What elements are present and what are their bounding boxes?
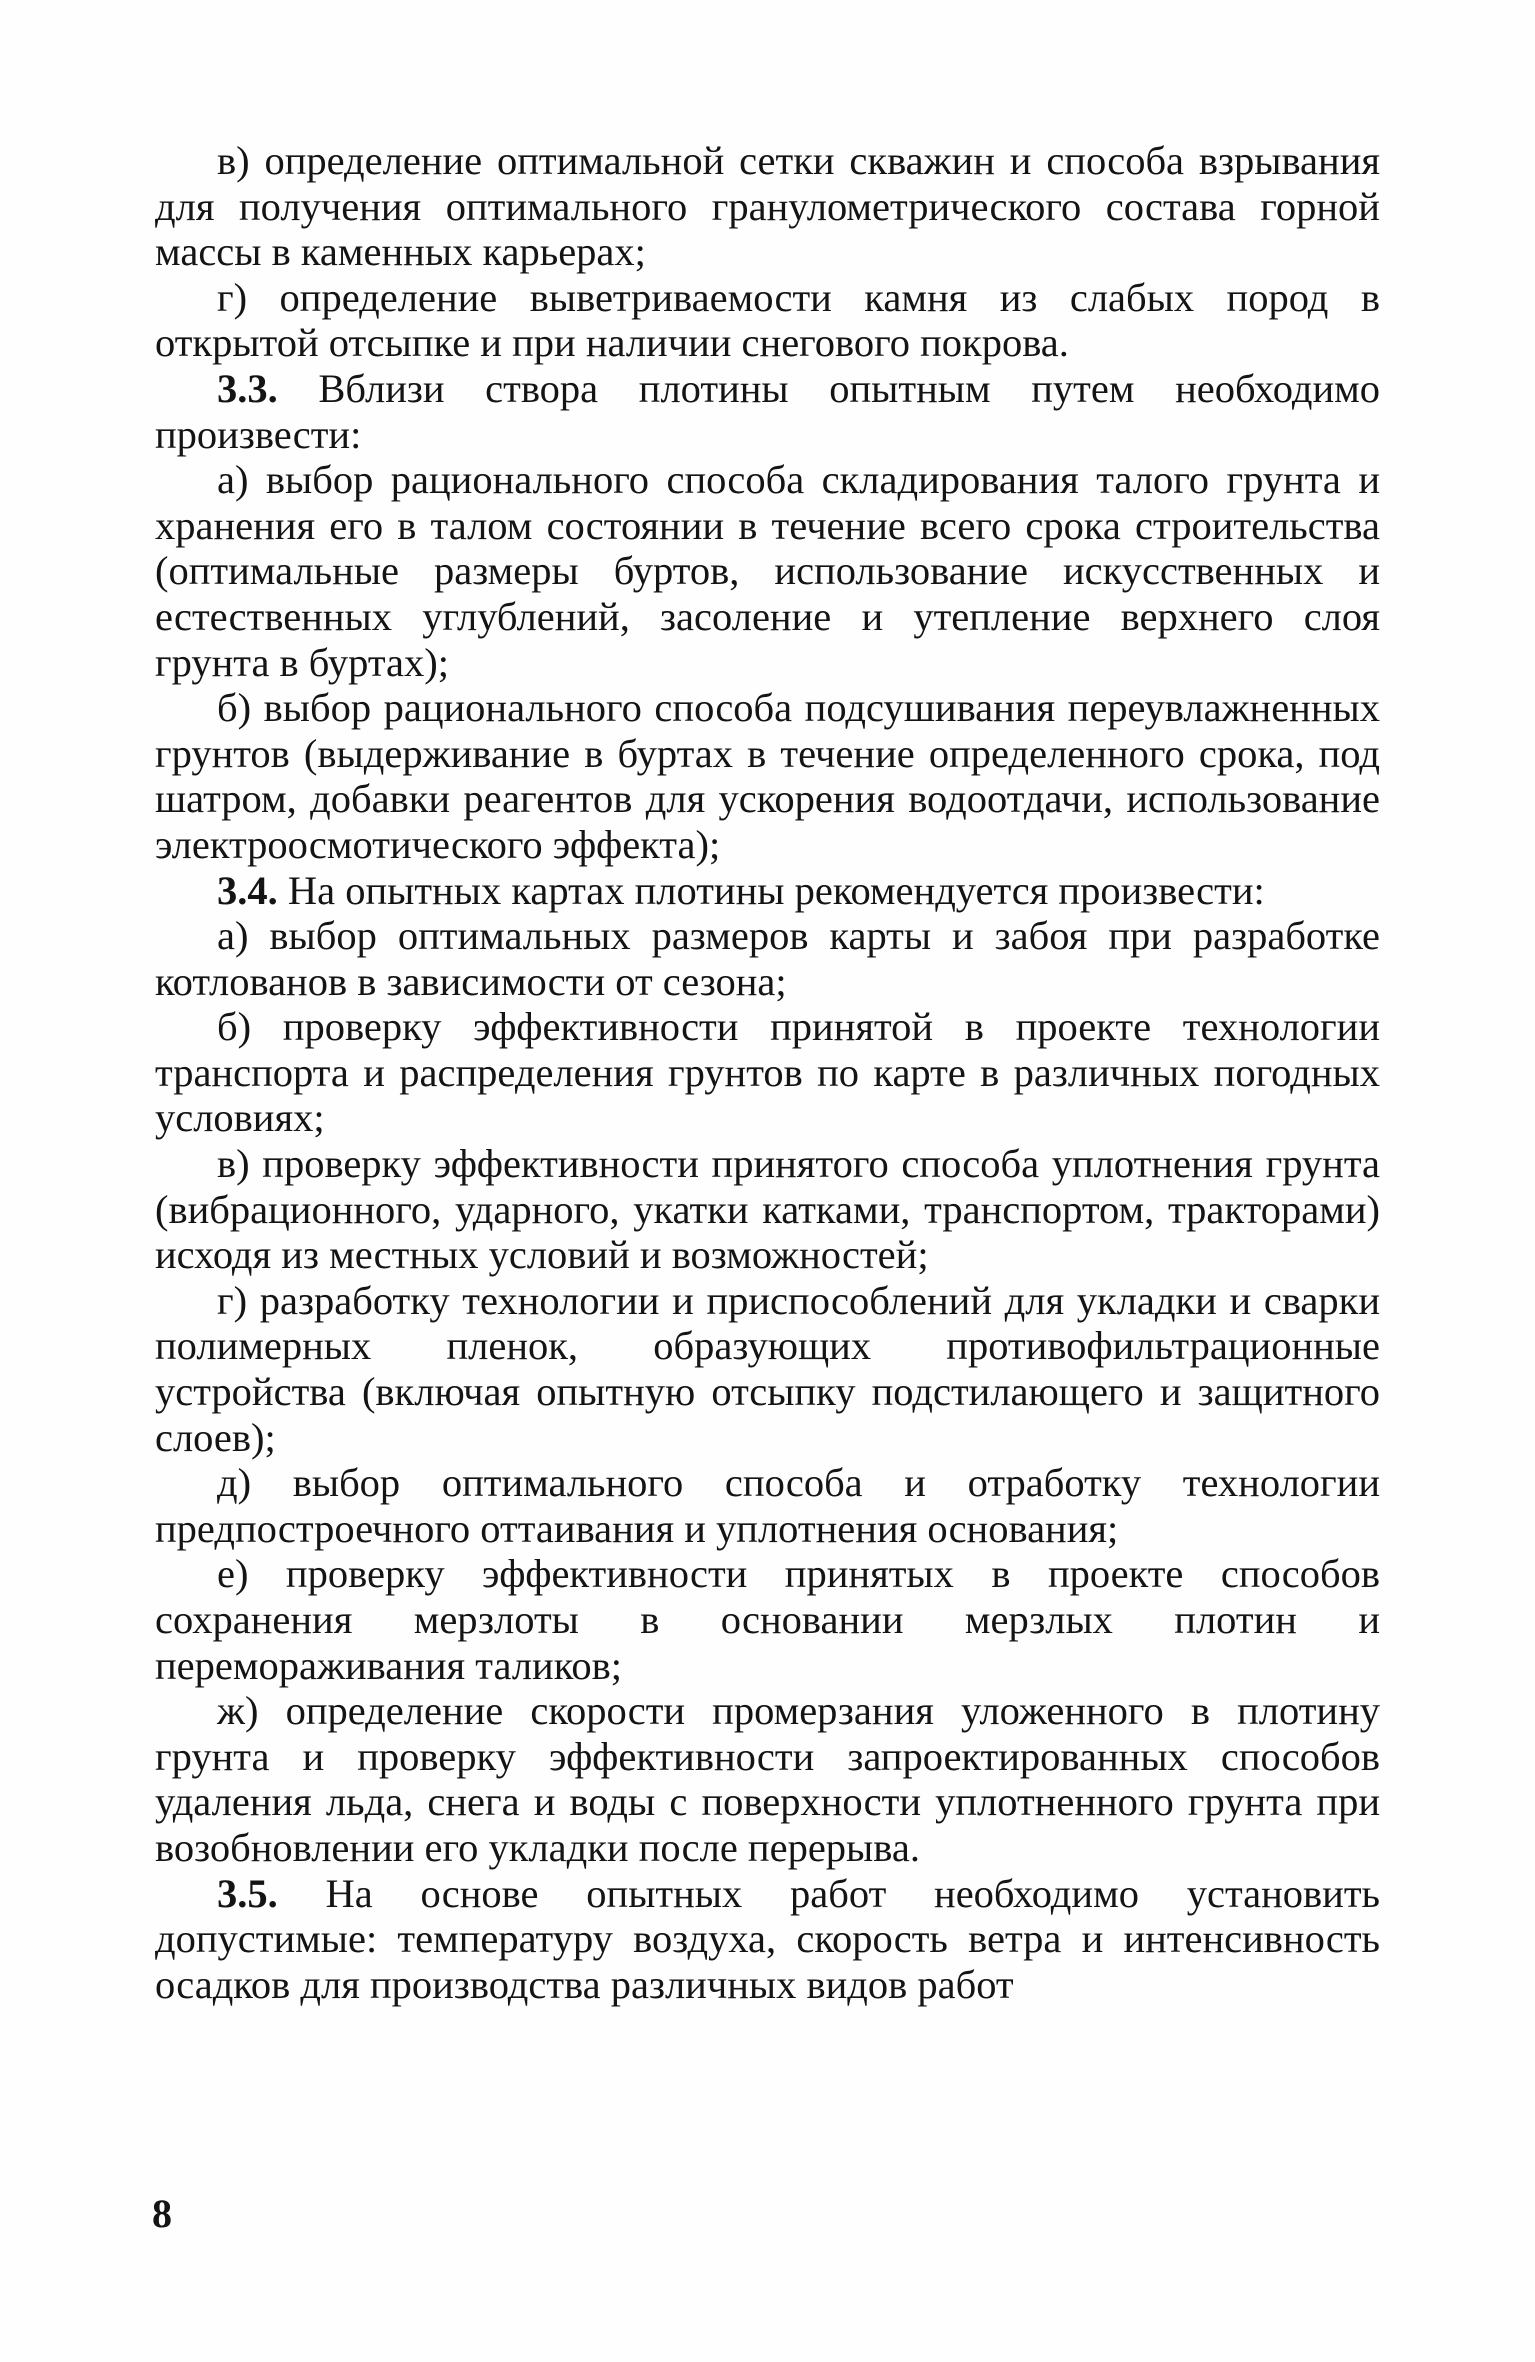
paragraph-3-4-g <box>155 1278 1380 1460</box>
paragraph-3-4-v <box>155 1141 1380 1278</box>
paragraph-text: в) проверку эффективности принятого способа уплотнения грунта (вибрационного, ударного, укатки катками, транспортом, тракторами) исходя из местных условий и возможностей; <box>155 1141 1380 1278</box>
paragraph-3-2-v <box>155 138 1380 275</box>
paragraph-3-4-zh <box>155 1688 1380 1870</box>
paragraph-text: На основе опытных работ необходимо установить допустимые: температуру воздуха, скорость ветра и интенсивность осадков для производства различных видов работ <box>155 1870 1380 2007</box>
paragraph-text: б) выбор рационального способа подсушивания переувлажненных грунтов (выдерживание в буртах в течение определенного срока, под шатром, добавки реагентов для ускорения водоотдачи, использование электроосмотического эффекта); <box>155 685 1380 867</box>
paragraph-text: ж) определение скорости промерзания уложенного в плотину грунта и проверку эффективности запроектированных способов удаления льда, снега и воды с поверхности уплотненного грунта при возобновлении его укладки после перерыва. <box>155 1688 1380 1870</box>
paragraph-3-4-b <box>155 1004 1380 1141</box>
paragraph-text: а) выбор рационального способа складирования талого грунта и хранения его в талом состоянии в течение всего срока строительства (оптимальные размеры буртов, использование искусственных и естественных углублений, засоление и утепление верхнего слоя грунта в буртах); <box>155 457 1380 685</box>
paragraph-3-4-a <box>155 913 1380 1004</box>
paragraph-3-2-g <box>155 275 1380 366</box>
body-text <box>155 138 1380 2007</box>
section-number: 3.3. <box>217 365 278 411</box>
paragraph-3-3-b <box>155 685 1380 867</box>
paragraph-text: Вблизи створа плотины опытным путем необходимо произвести: <box>155 365 1380 457</box>
paragraph-3-3-a <box>155 457 1380 685</box>
section-number: 3.4. <box>217 867 278 913</box>
page-number: 8 <box>152 2191 172 2236</box>
paragraph-text: в) определение оптимальной сетки скважин и способа взрывания для получения оптимального гранулометрического состава горной массы в каменных карьерах; <box>155 138 1380 275</box>
paragraph-3-4-d <box>155 1460 1380 1551</box>
section-number: 3.5. <box>217 1870 278 1916</box>
paragraph-text: б) проверку эффективности принятой в проекте технологии транспорта и распределения грунтов по карте в различных погодных условиях; <box>155 1004 1380 1141</box>
paragraph-text: е) проверку эффективности принятых в проекте способов сохранения мерзлоты в основании мерзлых плотин и перемораживания таликов; <box>155 1551 1380 1688</box>
paragraph-text: г) разработку технологии и приспособлений для укладки и сварки полимерных пленок, образующих противофильтрационные устройства (включая опытную отсыпку подстилающего и защитного слоев); <box>155 1277 1380 1460</box>
paragraph-text: д) выбор оптимального способа и отработку технологии предпостроечного оттаивания и уплотнения основания; <box>155 1460 1380 1551</box>
paragraph-3-3 <box>155 366 1380 457</box>
paragraph-3-4 <box>155 868 1380 914</box>
paragraph-text: На опытных картах плотины рекомендуется произвести: <box>277 867 1265 913</box>
paragraph-3-4-e <box>155 1551 1380 1688</box>
paragraph-text: а) выбор оптимальных размеров карты и забоя при разработке котлованов в зависимости от сезона; <box>155 913 1380 1004</box>
paragraph-text: г) определение выветриваемости камня из слабых пород в открытой отсыпке и при наличии снегового покрова. <box>155 274 1380 366</box>
paragraph-3-5 <box>155 1871 1380 2008</box>
